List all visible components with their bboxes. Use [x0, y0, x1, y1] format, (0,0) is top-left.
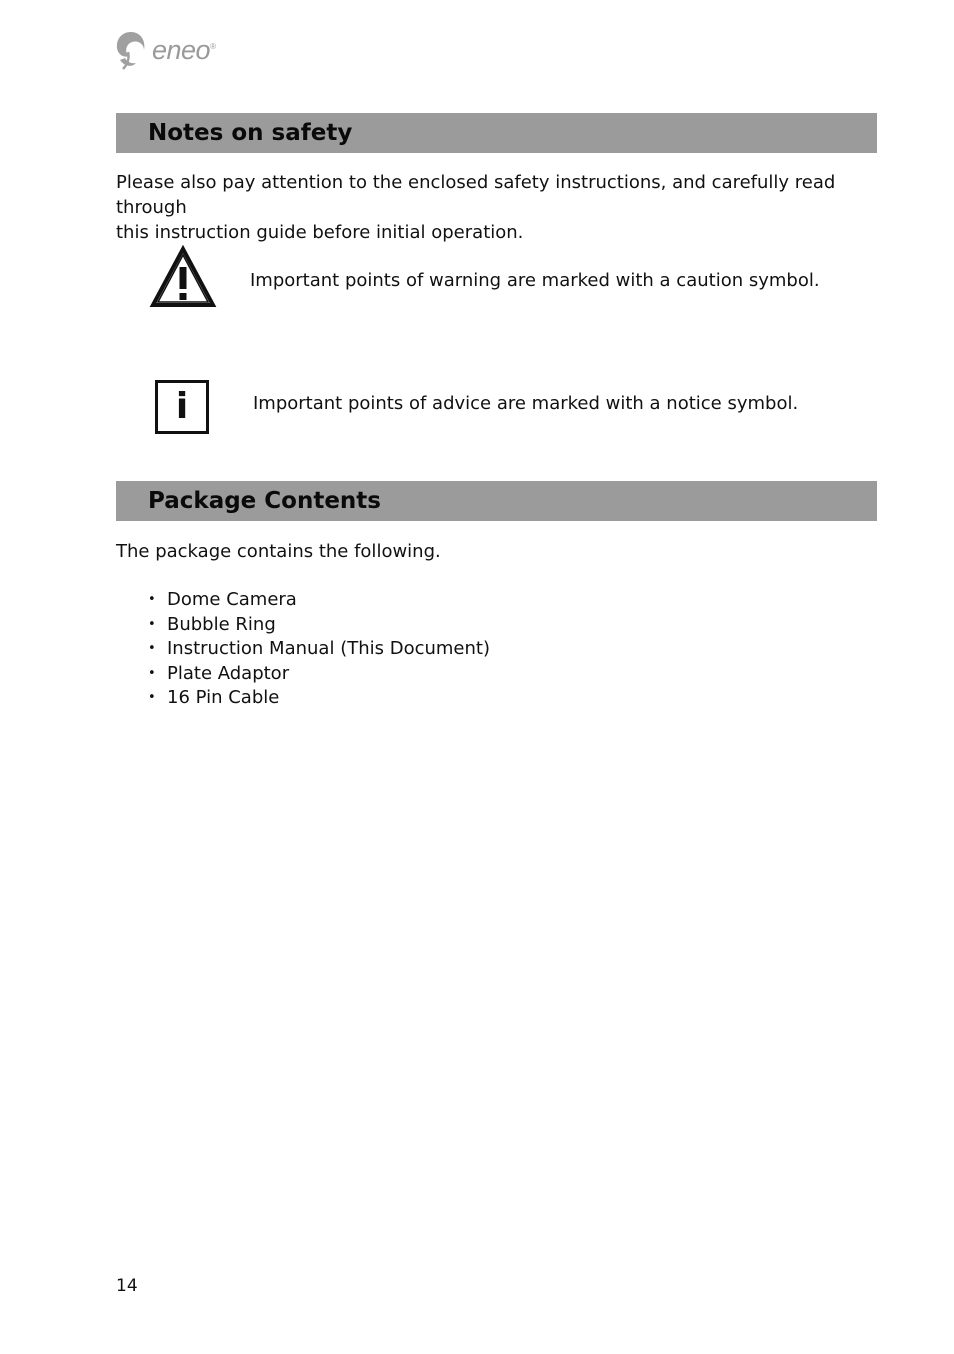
bullet-icon: •: [148, 665, 156, 681]
bullet-icon: •: [148, 592, 156, 607]
package-contents-list: [148, 588, 490, 711]
bullet-icon: •: [148, 641, 156, 657]
list-item: • Dome Camera: [148, 588, 490, 613]
section-heading-package: Package Contents: [116, 481, 877, 521]
safety-intro-line-2: this instruction guide before initial operation.: [116, 222, 524, 243]
bullet-icon: •: [148, 616, 156, 632]
bullet-icon: •: [148, 690, 156, 706]
list-item: • 16 Pin Cable: [148, 686, 490, 711]
section-heading-safety: Notes on safety: [116, 113, 877, 153]
safety-intro: [116, 170, 876, 245]
info-box-icon: [155, 380, 209, 434]
page-number: 14: [116, 1276, 138, 1296]
list-item: • Bubble Ring: [148, 613, 490, 638]
logo-swirl-icon: [114, 30, 148, 70]
registered-mark: ®: [210, 41, 216, 51]
list-item: • Plate Adaptor: [148, 662, 490, 687]
safety-intro-line-1: Please also pay attention to the enclosed safety instructions, and carefully read through: [116, 172, 836, 218]
brand-logo: [114, 30, 215, 70]
list-item: • Instruction Manual (This Document): [148, 637, 490, 662]
info-symbol: i: [175, 386, 189, 427]
caution-note-text: Important points of warning are marked with a caution symbol.: [250, 270, 820, 291]
notice-note-text: Important points of advice are marked with a notice symbol.: [253, 393, 799, 414]
logo-wordmark: eneo: [152, 34, 211, 65]
package-intro: The package contains the following.: [116, 541, 441, 562]
caution-triangle-icon: [149, 245, 217, 309]
